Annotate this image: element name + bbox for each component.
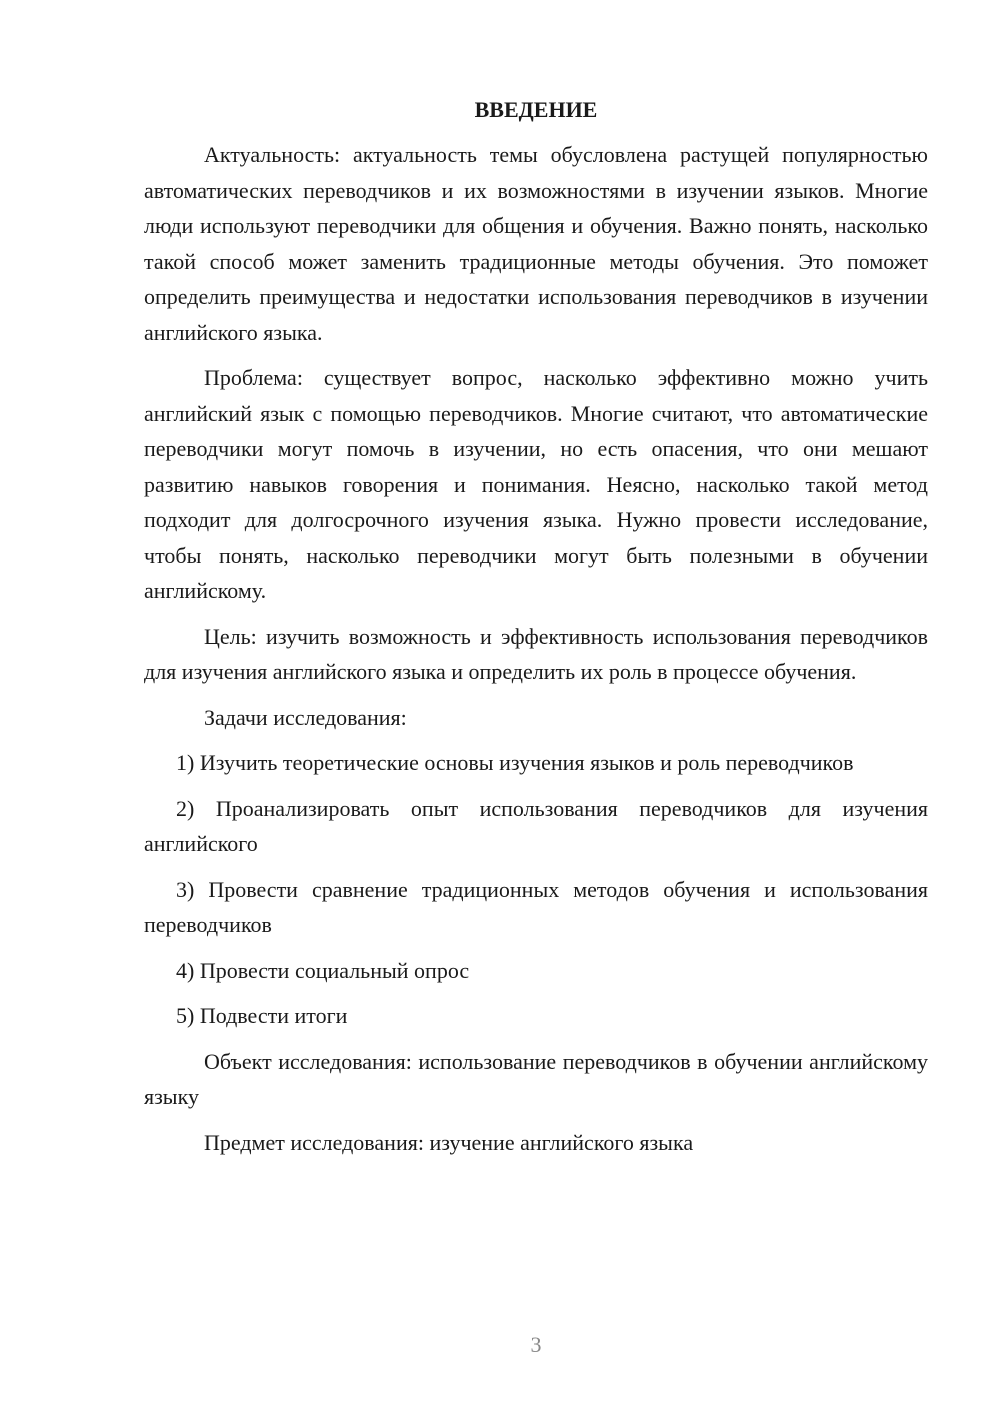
paragraph-object: Объект исследования: использование переводчиков в обучении английскому языку [144,1048,928,1109]
paragraph-subject: Предмет исследования: изучение английского языка [204,1129,694,1155]
paragraph-problem: Проблема: существует вопрос, насколько эффективно можно учить английский язык с помощью переводчиков. Многие считают, что автоматические переводчики могут помочь в изучении, но есть опасения, что они мешают развитию навыков говорения и понимания. Неясно, насколько такой метод подходит для долгосрочного изучения языка. Нужно провести исследование, чтобы понять, насколько переводчики могут быть полезными в обучении английскому. [144,365,928,603]
page-number: 3 [530,1332,542,1357]
page-title: ВВЕДЕНИЕ [474,97,598,122]
task-item-2: 2) Проанализировать опыт использования переводчиков для изучения английского [144,795,928,856]
task-item-1: 1) Изучить теоретические основы изучения языков и роль переводчиков [176,750,854,775]
document-page [144,92,928,1160]
task-item-5: 5) Подвести итоги [176,1003,348,1028]
task-item-4: 4) Провести социальный опрос [176,957,470,983]
task-item-3: 3) Провести сравнение традиционных методов обучения и использования переводчиков [144,876,928,937]
paragraph-relevance: Актуальность: актуальность темы обусловлена растущей популярностью автоматических переводчиков и их возможностями в изучении языков. Многие люди используют переводчики для общения и обучения. Важно понять, насколько такой способ может заменить традиционные методы обучения. Это поможет определить преимущества и недостатки использования переводчиков в изучении английского языка. [144,142,928,345]
paragraph-tasks-title: Задачи исследования: [204,704,407,730]
paragraph-goal: Цель: изучить возможность и эффективность использования переводчиков для изучения английского языка и определить их роль в процессе обучения. [144,623,928,684]
